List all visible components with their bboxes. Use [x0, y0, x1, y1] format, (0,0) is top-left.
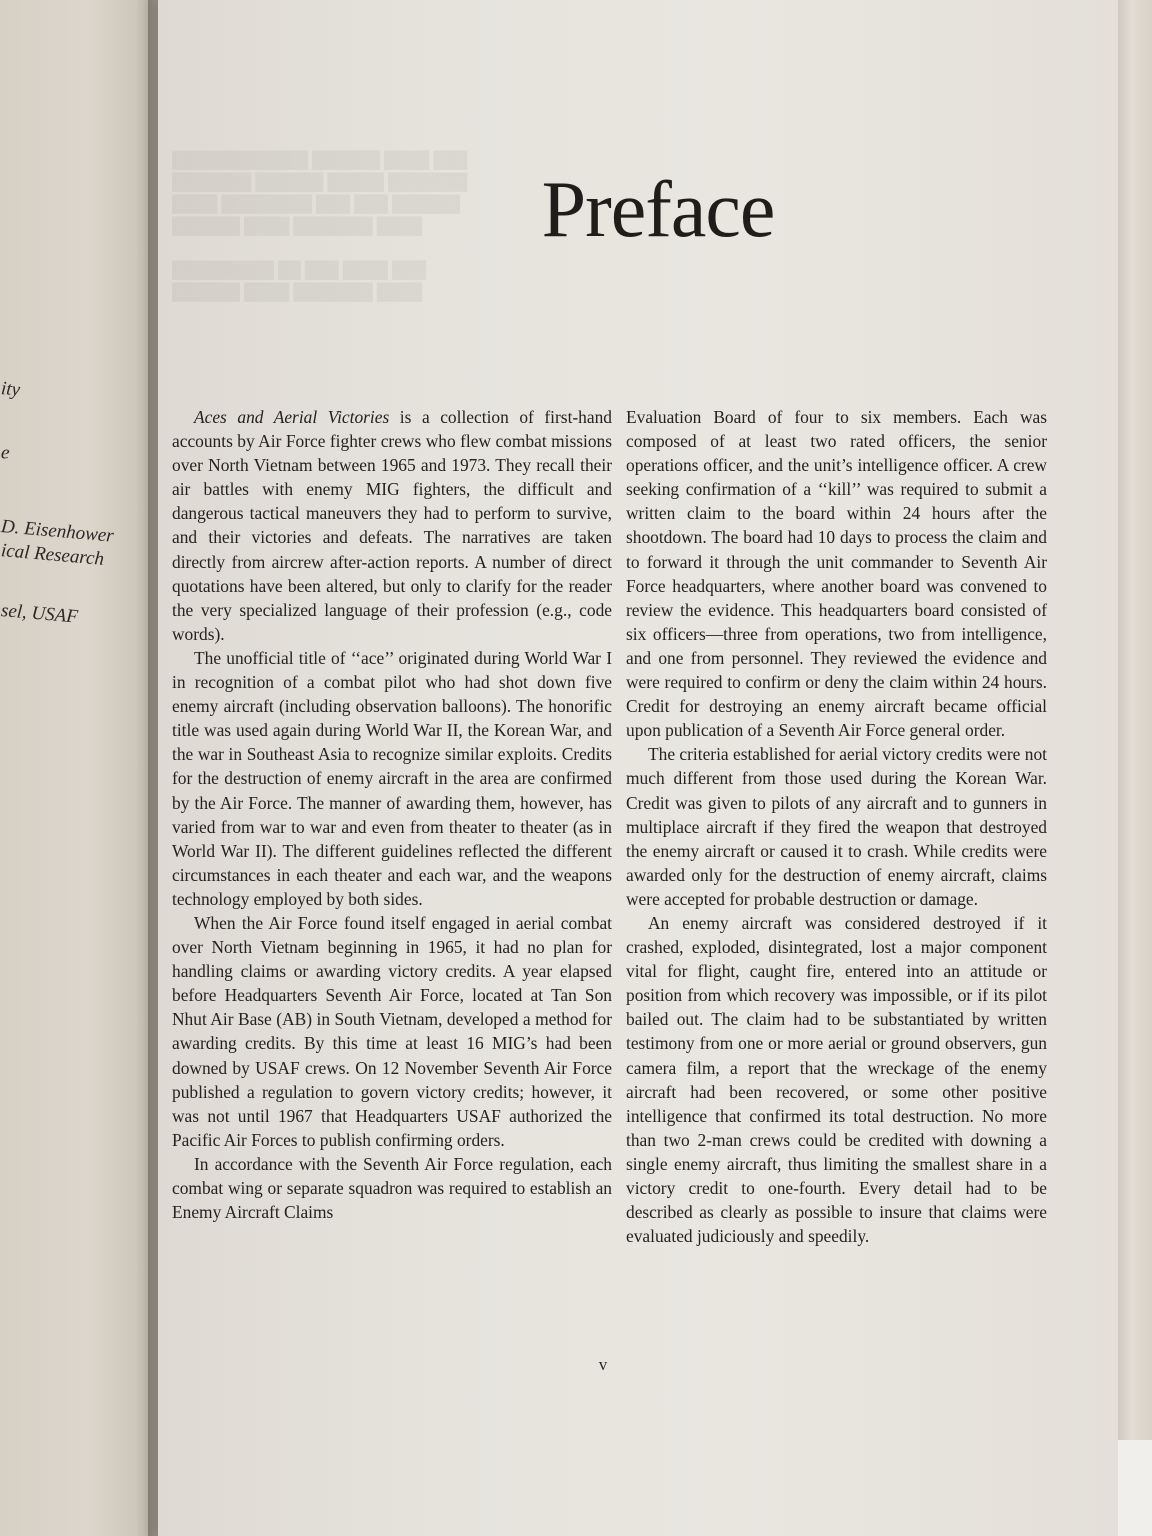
left-page-fragment: D. Eisenhower [0, 516, 115, 547]
text-column-left [172, 405, 612, 1224]
background-surface [1118, 1440, 1152, 1536]
left-facing-page [0, 0, 160, 1536]
paragraph-text: is a collection of first-hand accounts by Air Force fighter crews who flew combat missions over North Vietnam between 1965 and 1973. They recall their air battles with enemy MIG fighters, the difficult and dangerous tactical maneuvers they had to perform to survive, and their victories and defeats. The narratives are taken directly from aircrew after-action reports. A number of direct quotations have been altered, but only to clarify for the reader the very specialized language of their profession (e.g., code words). [172, 407, 612, 644]
page-stack-edge [1118, 0, 1152, 1536]
paragraph: An enemy aircraft was considered destroyed if it crashed, exploded, disintegrated, lost a major component vital for flight, caught fire, entered into an attitude or position from which recovery was impossible, or if its pilot bailed out. The claim had to be substantiated by written testimony from one or more aerial or ground observers, gun camera film, a report that the wreckage of the enemy aircraft had been recovered, or some other positive intelligence that confirmed its total destruction. No more than two 2-man crews could be credited with downing a single enemy aircraft, thus limiting the smallest share in a victory credit to one-fourth. Every detail had to be described as clearly as possible to insure that claims were evaluated judiciously and speedily. [626, 912, 1047, 1247]
page-title: Preface [541, 166, 775, 254]
left-page-fragment: sel, USAF [0, 600, 79, 628]
paragraph: When the Air Force found itself engaged in aerial combat over North Vietnam beginning in 1965, it had no plan for handling claims or awarding victory credits. A year elapsed before Headquarters Seventh Air Force, located at Tan Son Nhut Air Base (AB) in South Vietnam, developed a method for awarding credits. By this time at least 16 MIG’s had been downed by USAF crews. On 12 November Seventh Air Force published a regulation to govern victory credits; however, it was not until 1967 that Headquarters USAF authorized the Pacific Air Forces to publish confirming orders. [172, 912, 612, 1150]
left-page-fragment: e [0, 442, 11, 464]
text-column-right [626, 405, 1047, 1248]
left-page-fragment: ity [0, 378, 21, 401]
paragraph: In accordance with the Seventh Air Force regulation, each combat wing or separate squadron was required to establish an Enemy Aircraft Claims [172, 1153, 612, 1223]
preface-page [158, 0, 1118, 1536]
left-page-fragment: ical Research [0, 540, 105, 570]
book-title-italic: Aces and Aerial Victories [194, 407, 390, 427]
paragraph [172, 405, 612, 646]
paragraph: The criteria established for aerial victory credits were not much different from those used during the Korean War. Credit was given to pilots of any aircraft and to gunners in multiplace aircraft if they fired the weapon that destroyed the enemy aircraft or caused it to crash. While credits were awarded only for the destruction of enemy aircraft, claims were accepted for probable destruction or damage. [626, 744, 1047, 909]
paragraph: The unofficial title of ‘‘ace’’ originated during World War I in recognition of a combat pilot who had shot down five enemy aircraft (including observation balloons). The honorific title was used again during World War II, the Korean War, and the war in Southeast Asia to recognize similar exploits. Credits for the destruction of enemy aircraft in the area are confirmed by the Air Force. The manner of awarding them, however, has varied from war to war and even from theater to theater (as in World War II). The different guidelines reflected the different circumstances in each theater and each war, and the weapons technology employed by both sides. [172, 647, 612, 909]
page-number: v [598, 1355, 608, 1374]
bleed-through-texture: ████████████ ██████ ████ ███ ███████ ██████ █████ ███████ ████ ████████ ███ ███ ██████ ██████ ████ ███████ ████ █████████ ██ ███ ████ ███ ██████ ████ ███████ ████ [172, 152, 468, 301]
paragraph: Evaluation Board of four to six members. Each was composed of at least two rated officers, the senior operations officer, and the unit’s intelligence officer. A crew seeking confirmation of a ‘‘kill’’ was required to submit a written claim to the board within 24 hours after the shootdown. The board had 10 days to process the claim and to forward it through the unit commander to Seventh Air Force headquarters, where another board was convened to review the evidence. This headquarters board consisted of six officers—three from operations, two from intelligence, and one from personnel. They reviewed the evidence and were required to confirm or deny the claim within 24 hours. Credit for destroying an enemy aircraft became official upon publication of a Seventh Air Force general order. [626, 407, 1047, 741]
